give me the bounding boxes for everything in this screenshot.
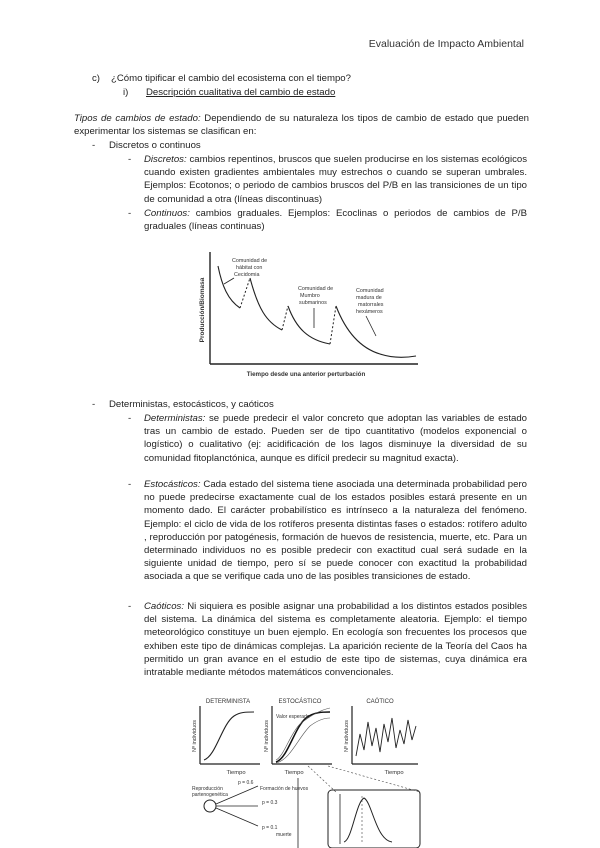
- fig1-label-c-1: Comunidad: [356, 288, 384, 294]
- group2-item2-bullet: -: [128, 479, 132, 490]
- fig1-label-b-1: Comunidad de: [298, 286, 334, 292]
- fig2-state-circle: [204, 800, 216, 812]
- figure-dynamics-types: [188, 694, 424, 848]
- fig1-label-b-3: submarinos: [299, 300, 327, 306]
- fig1-label-c-4: hexámeros: [356, 309, 383, 315]
- fig1-x-label: Tiempo desde una anterior perturbación: [246, 371, 366, 378]
- fig2-curve-label: Valor esperado: [276, 714, 310, 720]
- fig2-panel2-ylabel: Nº individuos: [264, 720, 270, 752]
- fig1-discrete-transition-3: [330, 306, 336, 344]
- fig1-curve-2: [250, 278, 282, 330]
- group2-bullet: -: [92, 399, 96, 410]
- fig2-panel1-xlabel: Tiempo: [226, 770, 246, 776]
- fig1-label-a-3: Cecidomia: [234, 272, 260, 278]
- group2-title: Deterministas, estocásticos, y caóticos: [109, 399, 274, 410]
- group1-item1-bullet: -: [128, 154, 132, 165]
- fig2-logistic-curve: [204, 712, 254, 760]
- group2-item1: [144, 412, 527, 465]
- fig1-label-a-2: hábitat con: [236, 265, 263, 271]
- group2-item3-bullet: -: [128, 601, 132, 612]
- group2-item1-bullet: -: [128, 413, 132, 424]
- fig2-probability-curve: [344, 798, 392, 842]
- caoticos-text: Ni siquiera es posible asignar una probabilidad a los distintos estados posibles del sistema. La dinámica del sistema es completamente aleatoria. Ejemplo: el tiempo meteorológico constituye un buen ejemplo. En ecología son frecuentes los procesos que exhiben este tipo de dinámicas complejas. La aparición reciente de la Teoría del Caos ha permitido un gran avance en el estudio de este tipo de sistemas, cuya dinámica era intratable mediante métodos matemáticos convencionales.: [144, 601, 527, 679]
- subsection-title: Descripción cualitativa del cambio de estado: [146, 87, 336, 98]
- fig1-discrete-transition-2: [282, 306, 288, 330]
- fig2-prob-a: p = 0.6: [238, 780, 254, 786]
- fig2-prob-b: p = 0.3: [262, 800, 278, 806]
- discretos-text: cambios repentinos, bruscos que suelen producirse en los sistemas ecológicos cuando existen gradientes ambientales muy estrechos o cuando se superan umbrales. Ejemplos: Ecotonos; o periodo de cambios bruscos del P/B en las transiciones de un tipo de comunidad a otra (líneas discontinuas): [144, 154, 527, 205]
- fig1-label-b-2: Mumbro: [300, 293, 320, 299]
- fig1-discrete-transition-1: [240, 278, 250, 308]
- fig2-panel1-ylabel: Nº individuos: [192, 720, 198, 752]
- fig2-chaotic-series: [356, 718, 416, 756]
- section-question: ¿Cómo tipificar el cambio del ecosistema con el tiempo?: [111, 73, 351, 84]
- fig2-left-label-1: Reproducción: [192, 786, 223, 792]
- group1-bullet: -: [92, 140, 96, 151]
- page-header: Evaluación de Impacto Ambiental: [368, 38, 524, 50]
- group1-title: Discretos o continuos: [109, 140, 201, 151]
- fig2-panel3-ylabel: Nº individuos: [344, 720, 350, 752]
- intro-paragraph: [74, 112, 529, 138]
- fig2-panel2-title: ESTOCÁSTICO: [278, 699, 322, 705]
- deterministas-term: Deterministas:: [144, 413, 206, 424]
- fig2-panel3-xlabel: Tiempo: [384, 770, 404, 776]
- intro-term: Tipos de cambios de estado:: [74, 113, 201, 124]
- fig2-prob-c: p = 0.1: [262, 825, 278, 831]
- fig1-label-c-2: madura de: [356, 295, 382, 301]
- group2-item3: [144, 600, 527, 679]
- continuos-term: Continuos:: [144, 208, 190, 219]
- group2-item2: [144, 478, 527, 584]
- figure-state-change-diagram: [196, 248, 422, 384]
- fig1-label-a-1: Comunidad de: [232, 258, 268, 264]
- fig1-label-c-3: matorrales: [358, 302, 384, 308]
- estocasticos-text: Cada estado del sistema tiene asociada una determinada probabilidad pero no puede predecirse exactamente cual de los estados posibles estará presente en un momento dado. El carácter probabilístico es intrínseco a la naturaleza del fenómeno. Ejemplo: el ciclo de vida de los rotíferos presenta distintas fases o estados: rotífero adulto , reproducción por patogénesis, formación de huevos de resistencia, muerte, etc. Para un determinado individuos no es posible predecir con exactitud cual será sudade en la siguiente unidad de tiempo, pero sí se puede conocer con exactitud la probabilidad asociada a que se verifique cada uno de las posibles transiciones de estado.: [144, 479, 527, 583]
- group1-item1: [144, 153, 527, 206]
- fig2-left-label-2: partenogenética: [192, 792, 228, 798]
- estocasticos-term: Estocásticos:: [144, 479, 201, 490]
- intro-text: Dependiendo de su naturaleza los tipos de cambio de estado que pueden experimentar los sistemas se clasifican en:: [74, 113, 529, 138]
- fig2-panel1-title: DETERMINISTA: [205, 699, 251, 705]
- fig2-panel2-xlabel: Tiempo: [284, 770, 304, 776]
- fig1-curve-3: [288, 306, 330, 344]
- section-letter: c): [92, 73, 100, 84]
- group1-item2: [144, 207, 527, 233]
- fig2-state-label: Formación de huevos: [260, 786, 309, 792]
- deterministas-text: se puede predecir el valor concreto que adoptan las variables de estado tras un cambio de estado. Pueden ser de tipo cuantitativo (modelos exponencial o logístico) o cualitativo (ej: acidificación de los lagos disminuye la diversidad de su comunidad fitoplanctónica, aunque es difícil predecir su magnitud exacta).: [144, 413, 527, 464]
- continuos-text: cambios graduales. Ejemplos: Ecoclinas o periodos de cambios de P/B graduales (líneas continuas): [144, 208, 527, 233]
- fig1-y-label: Producción/Biomasa: [199, 277, 206, 343]
- caoticos-term: Caóticos:: [144, 601, 184, 612]
- fig2-state-c: muerte: [276, 832, 292, 838]
- discretos-term: Discretos:: [144, 154, 187, 165]
- fig2-panel3-title: CAÓTICO: [366, 699, 394, 705]
- subsection-number: i): [123, 87, 129, 98]
- group1-item2-bullet: -: [128, 208, 132, 219]
